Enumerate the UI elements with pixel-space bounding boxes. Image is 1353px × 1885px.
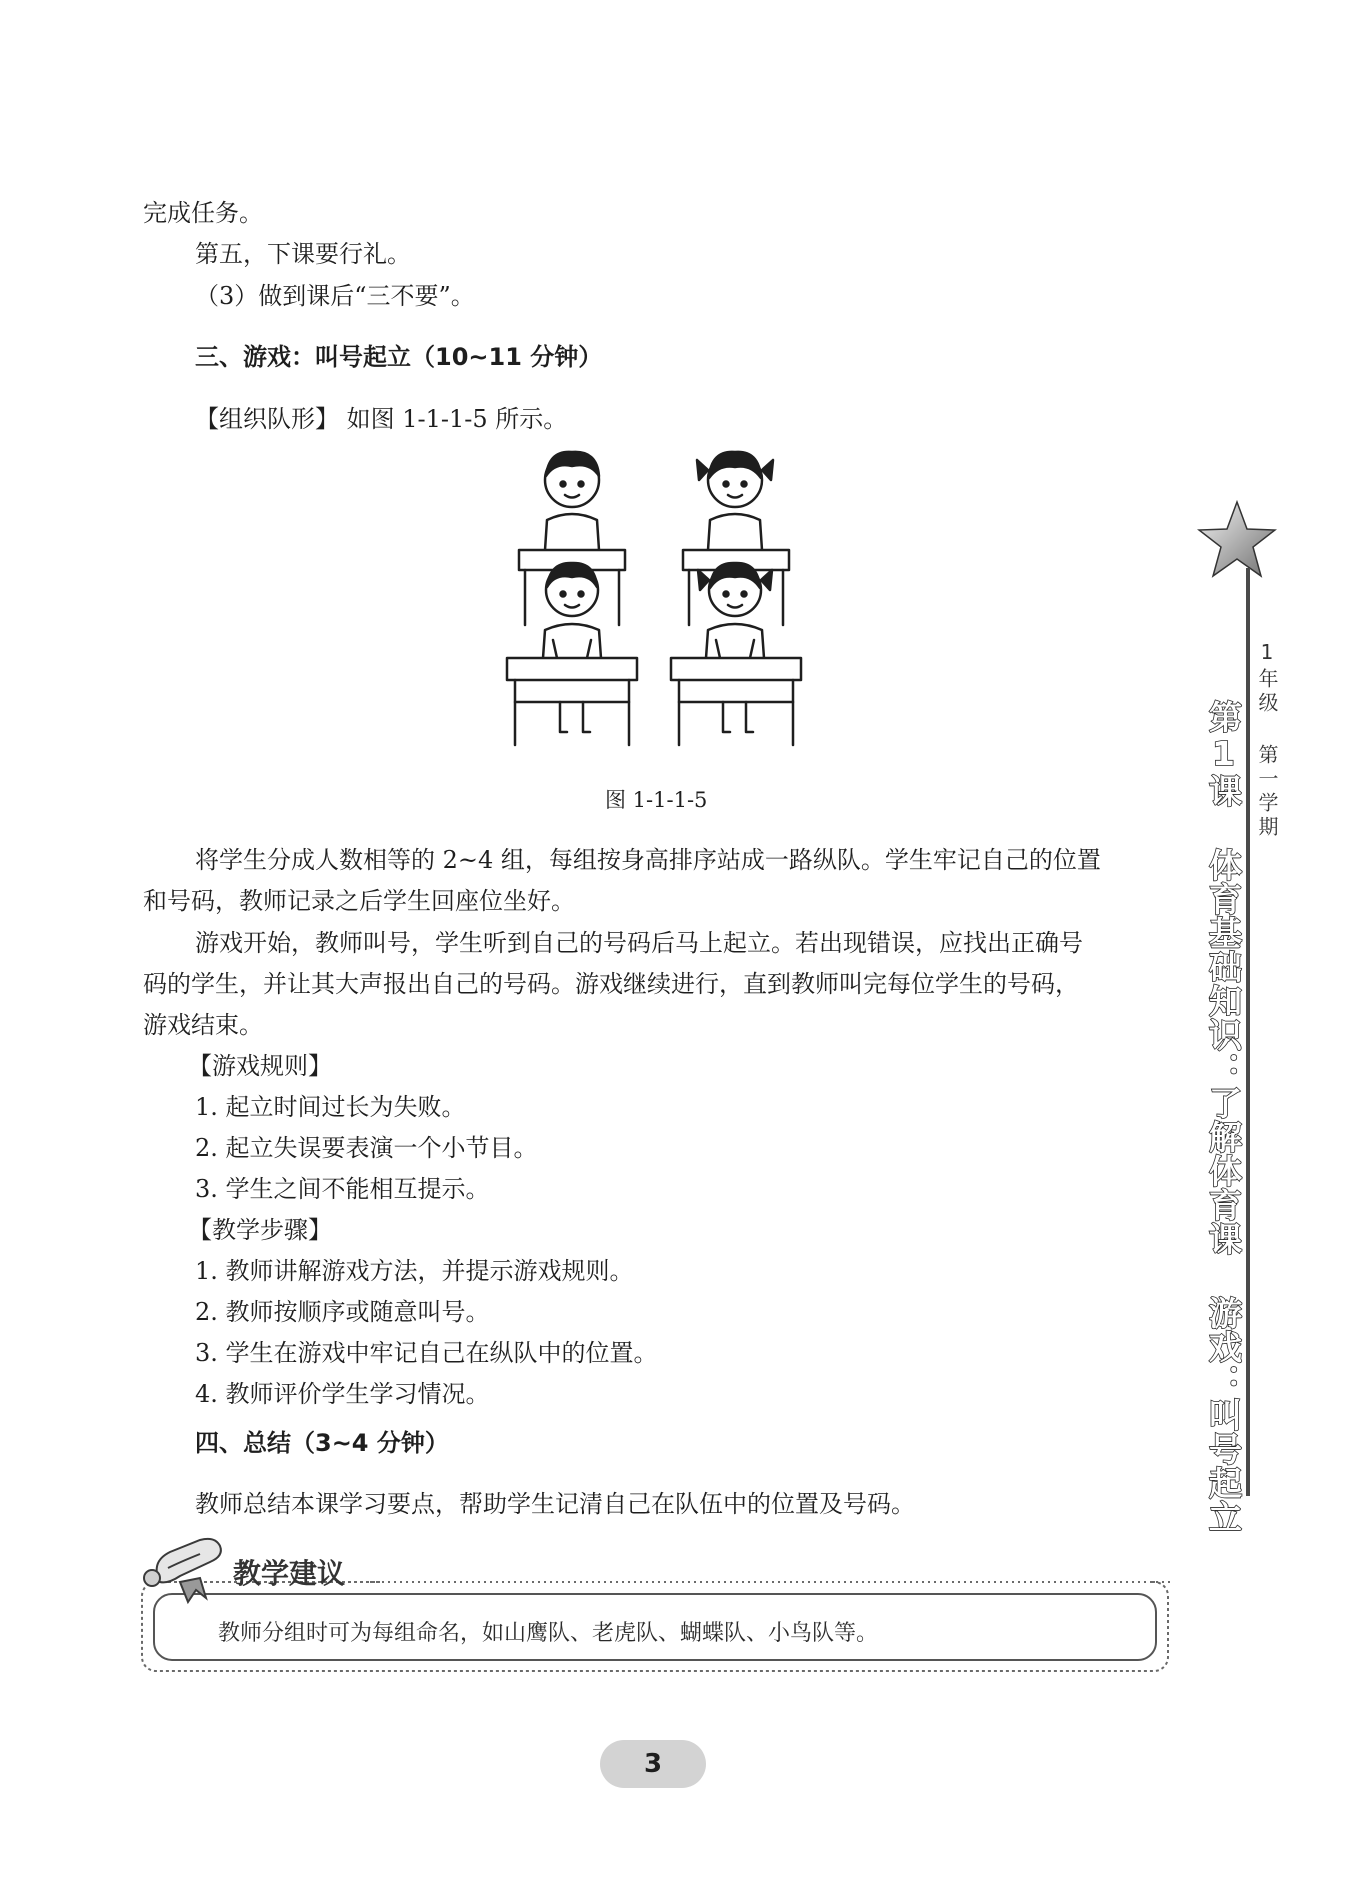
- back-girl: [697, 452, 773, 550]
- section-3-heading: 三、游戏：叫号起立（10~11 分钟）: [195, 343, 603, 371]
- text-line-2: 第五，下课要行礼。: [195, 240, 411, 268]
- steps-title: 【教学步骤】: [188, 1216, 332, 1244]
- rule-3: 3. 学生之间不能相互提示。: [195, 1175, 490, 1203]
- figure-caption: 图 1-1-1-5: [605, 788, 708, 812]
- grade-semester-label: 1年级 第一学期: [1255, 640, 1279, 840]
- page-number: 3: [643, 1749, 663, 1779]
- para2-line-2: 码的学生，并让其大声报出自己的号码。游戏继续进行，直到教师叫完每位学生的号码，: [143, 970, 1079, 998]
- back-boy: [545, 452, 599, 550]
- formation-line: 【组织队形】 如图 1-1-1-5 所示。: [195, 405, 568, 433]
- tip-title-dotted-rule: [370, 1577, 1170, 1587]
- step-2: 2. 教师按顺序或随意叫号。: [195, 1298, 490, 1326]
- rule-2: 2. 起立失误要表演一个小节目。: [195, 1134, 538, 1162]
- summary-line: 教师总结本课学习要点，帮助学生记清自己在队伍中的位置及号码。: [195, 1490, 915, 1518]
- rule-1: 1. 起立时间过长为失败。: [195, 1093, 466, 1121]
- para1-line-2: 和号码，教师记录之后学生回座位坐好。: [143, 887, 575, 915]
- section-4-heading: 四、总结（3~4 分钟）: [195, 1429, 449, 1457]
- front-girl: [698, 563, 772, 658]
- text-line-3: （3）做到课后“三不要”。: [195, 282, 475, 310]
- tip-title: 教学建议: [233, 1557, 346, 1590]
- step-3: 3. 学生在游戏中牢记自己在纵队中的位置。: [195, 1339, 658, 1367]
- rules-title: 【游戏规则】: [188, 1052, 332, 1080]
- chapter-title-vertical: 第1课 体育基础知识：了解体育课 游戏：叫号起立: [1204, 700, 1243, 1534]
- para2-line-3: 游戏结束。: [143, 1011, 263, 1039]
- children-at-desks-illustration: [505, 440, 805, 750]
- step-4: 4. 教师评价学生学习情况。: [195, 1380, 490, 1408]
- scroll-icon: [140, 1532, 240, 1612]
- para1-line-1: 将学生分成人数相等的 2~4 组，每组按身高排序站成一路纵队。学生牢记自己的位置: [195, 846, 1101, 874]
- star-icon: [1197, 500, 1277, 580]
- text-line-1: 完成任务。: [143, 199, 263, 227]
- front-boy: [543, 563, 601, 658]
- tip-text: 教师分组时可为每组命名，如山鹰队、老虎队、蝴蝶队、小鸟队等。: [218, 1621, 879, 1646]
- para2-line-1: 游戏开始，教师叫号，学生听到自己的号码后马上起立。若出现错误，应找出正确号: [195, 929, 1083, 957]
- step-1: 1. 教师讲解游戏方法，并提示游戏规则。: [195, 1257, 634, 1285]
